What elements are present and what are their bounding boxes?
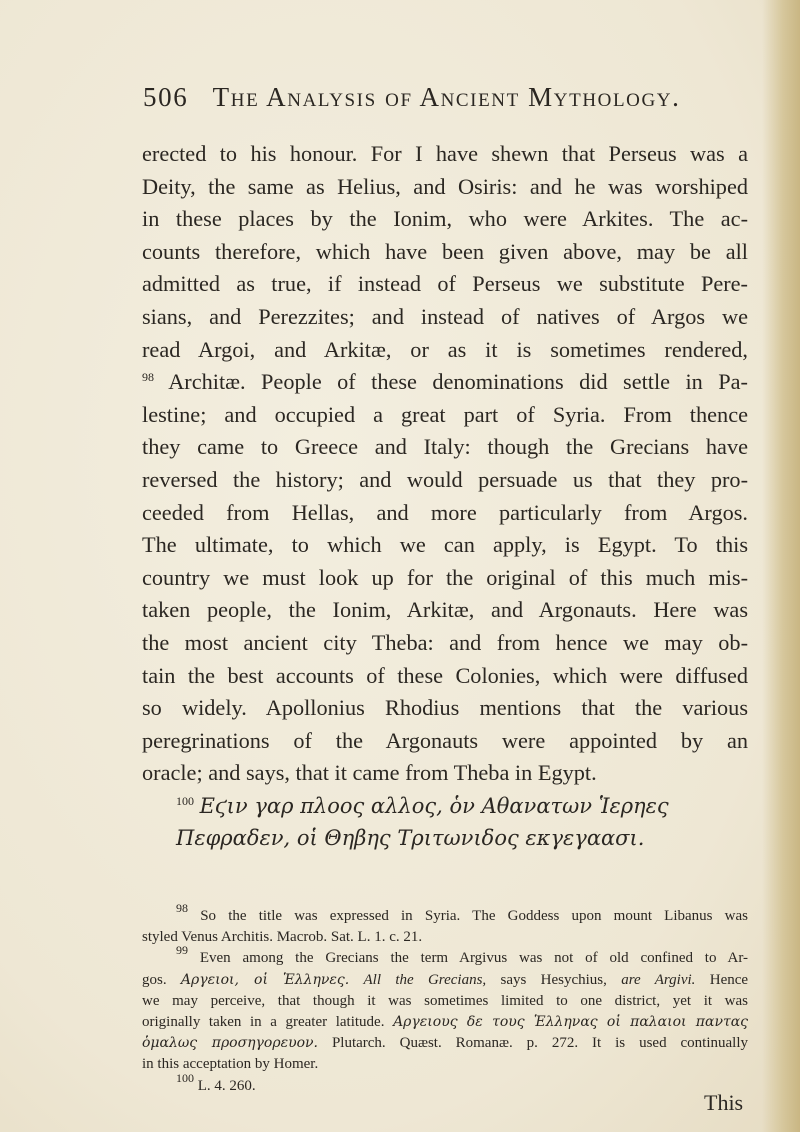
greek-quote-line-1 — [142, 790, 748, 823]
greek-quote-text: Πεφραδεν, οἱ Θηβης Τριτωνιδος εκγεγαασι. — [176, 826, 645, 851]
text-line: admitted as true, if instead of Perseus we substitute Pere- — [142, 271, 748, 297]
footnote-marker-100: 100 — [176, 1070, 194, 1085]
footnote-100-line: $^{100}$ L. 4. 260. — [176, 1070, 256, 1094]
text-line-with-note — [142, 366, 748, 399]
text-line: sians, and Perezzites; and instead of natives of Argos we — [142, 303, 748, 329]
text-line: Architæ. People of these denominations did settle in Pa- — [168, 369, 748, 395]
footnote-99-line: $^{99}$ Even among the Grecians the term Argivus was not of old confined to Ar- — [176, 943, 749, 967]
footnote-99-line: we may perceive, that though it was sometimes limited to one district, yet it was — [142, 992, 748, 1009]
text-line: Deity, the same as Helius, and Osiris: and he was worshiped — [142, 173, 748, 199]
footnote-99-line: in this acceptation by Homer. — [142, 1056, 319, 1073]
page-edge-shadow — [762, 0, 800, 1132]
text-line: taken people, the Ionim, Arkitæ, and Argonauts. Here was — [142, 597, 748, 623]
running-header — [143, 82, 743, 122]
footnote-99-line: gos. Αργειοι, οἱ Ἑλληνες. All the Grecians, says Hesychius, are Argivi. Hence — [142, 971, 749, 988]
text-line: read Argoi, and Arkitæ, or as it is sometimes rendered, — [142, 336, 748, 362]
text-line: ceeded from Hellas, and more particularly from Argos. — [142, 499, 748, 525]
footnote-99-line: ὁμαλως προσηγορευον. Plutarch. Quæst. Romanæ. p. 272. It is used continually — [142, 1035, 748, 1052]
greek-quote-line-2 — [142, 822, 748, 855]
footnote-ref-100: 100 — [176, 793, 194, 808]
page-number: 506 — [143, 82, 189, 112]
text-line: erected to his honour. For I have shewn that Perseus was a — [142, 141, 748, 166]
text-line: they came to Greece and Italy: though the Grecians have — [142, 434, 748, 460]
running-title: The Analysis of Ancient Mythology. — [212, 82, 681, 112]
text-line: peregrinations of the Argonauts were appointed by an — [142, 727, 748, 753]
catchword: This — [704, 1090, 744, 1115]
footnote-marker-99: 99 — [176, 943, 188, 958]
text-line: tain the best accounts of these Colonies, which were diffused — [142, 662, 748, 688]
greek-quote-text: Εϛιν γαρ πλοος αλλος, ὁν Αθανατων Ἱερηες — [199, 793, 669, 818]
main-text — [142, 138, 748, 855]
text-line: reversed the history; and would persuade us that they pro- — [142, 466, 748, 492]
footnote-marker-98: 98 — [176, 901, 188, 915]
text-line: lestine; and occupied a great part of Syria. From thence — [142, 401, 748, 427]
text-line: The ultimate, to which we can apply, is Egypt. To this — [142, 532, 748, 558]
text-line: oracle; and says, that it came from Theba in Egypt. — [142, 760, 597, 786]
text-line: counts therefore, which have been given above, may be all — [142, 238, 748, 264]
text-line: the most ancient city Theba: and from hence we may ob- — [142, 629, 748, 655]
footnotes — [142, 901, 749, 1097]
footnote-98-line: styled Venus Architis. Macrob. Sat. L. 1. c. 21. — [142, 929, 423, 946]
footnote-98-line: $^{98}$ So the title was expressed in Syria. The Goddess upon mount Libanus was — [176, 901, 749, 924]
text-line: country we must look up for the original of this much mis- — [142, 564, 748, 590]
footnote-ref-98: 98 — [142, 370, 154, 385]
text-line: so widely. Apollonius Rhodius mentions that the various — [142, 695, 748, 721]
footnote-99-line: originally taken in a greater latitude. Αργειους δε τους Ἑλληνας οἱ παλαιοι παντας — [142, 1013, 749, 1030]
text-line: in these places by the Ionim, who were Arkites. The ac- — [142, 206, 748, 232]
